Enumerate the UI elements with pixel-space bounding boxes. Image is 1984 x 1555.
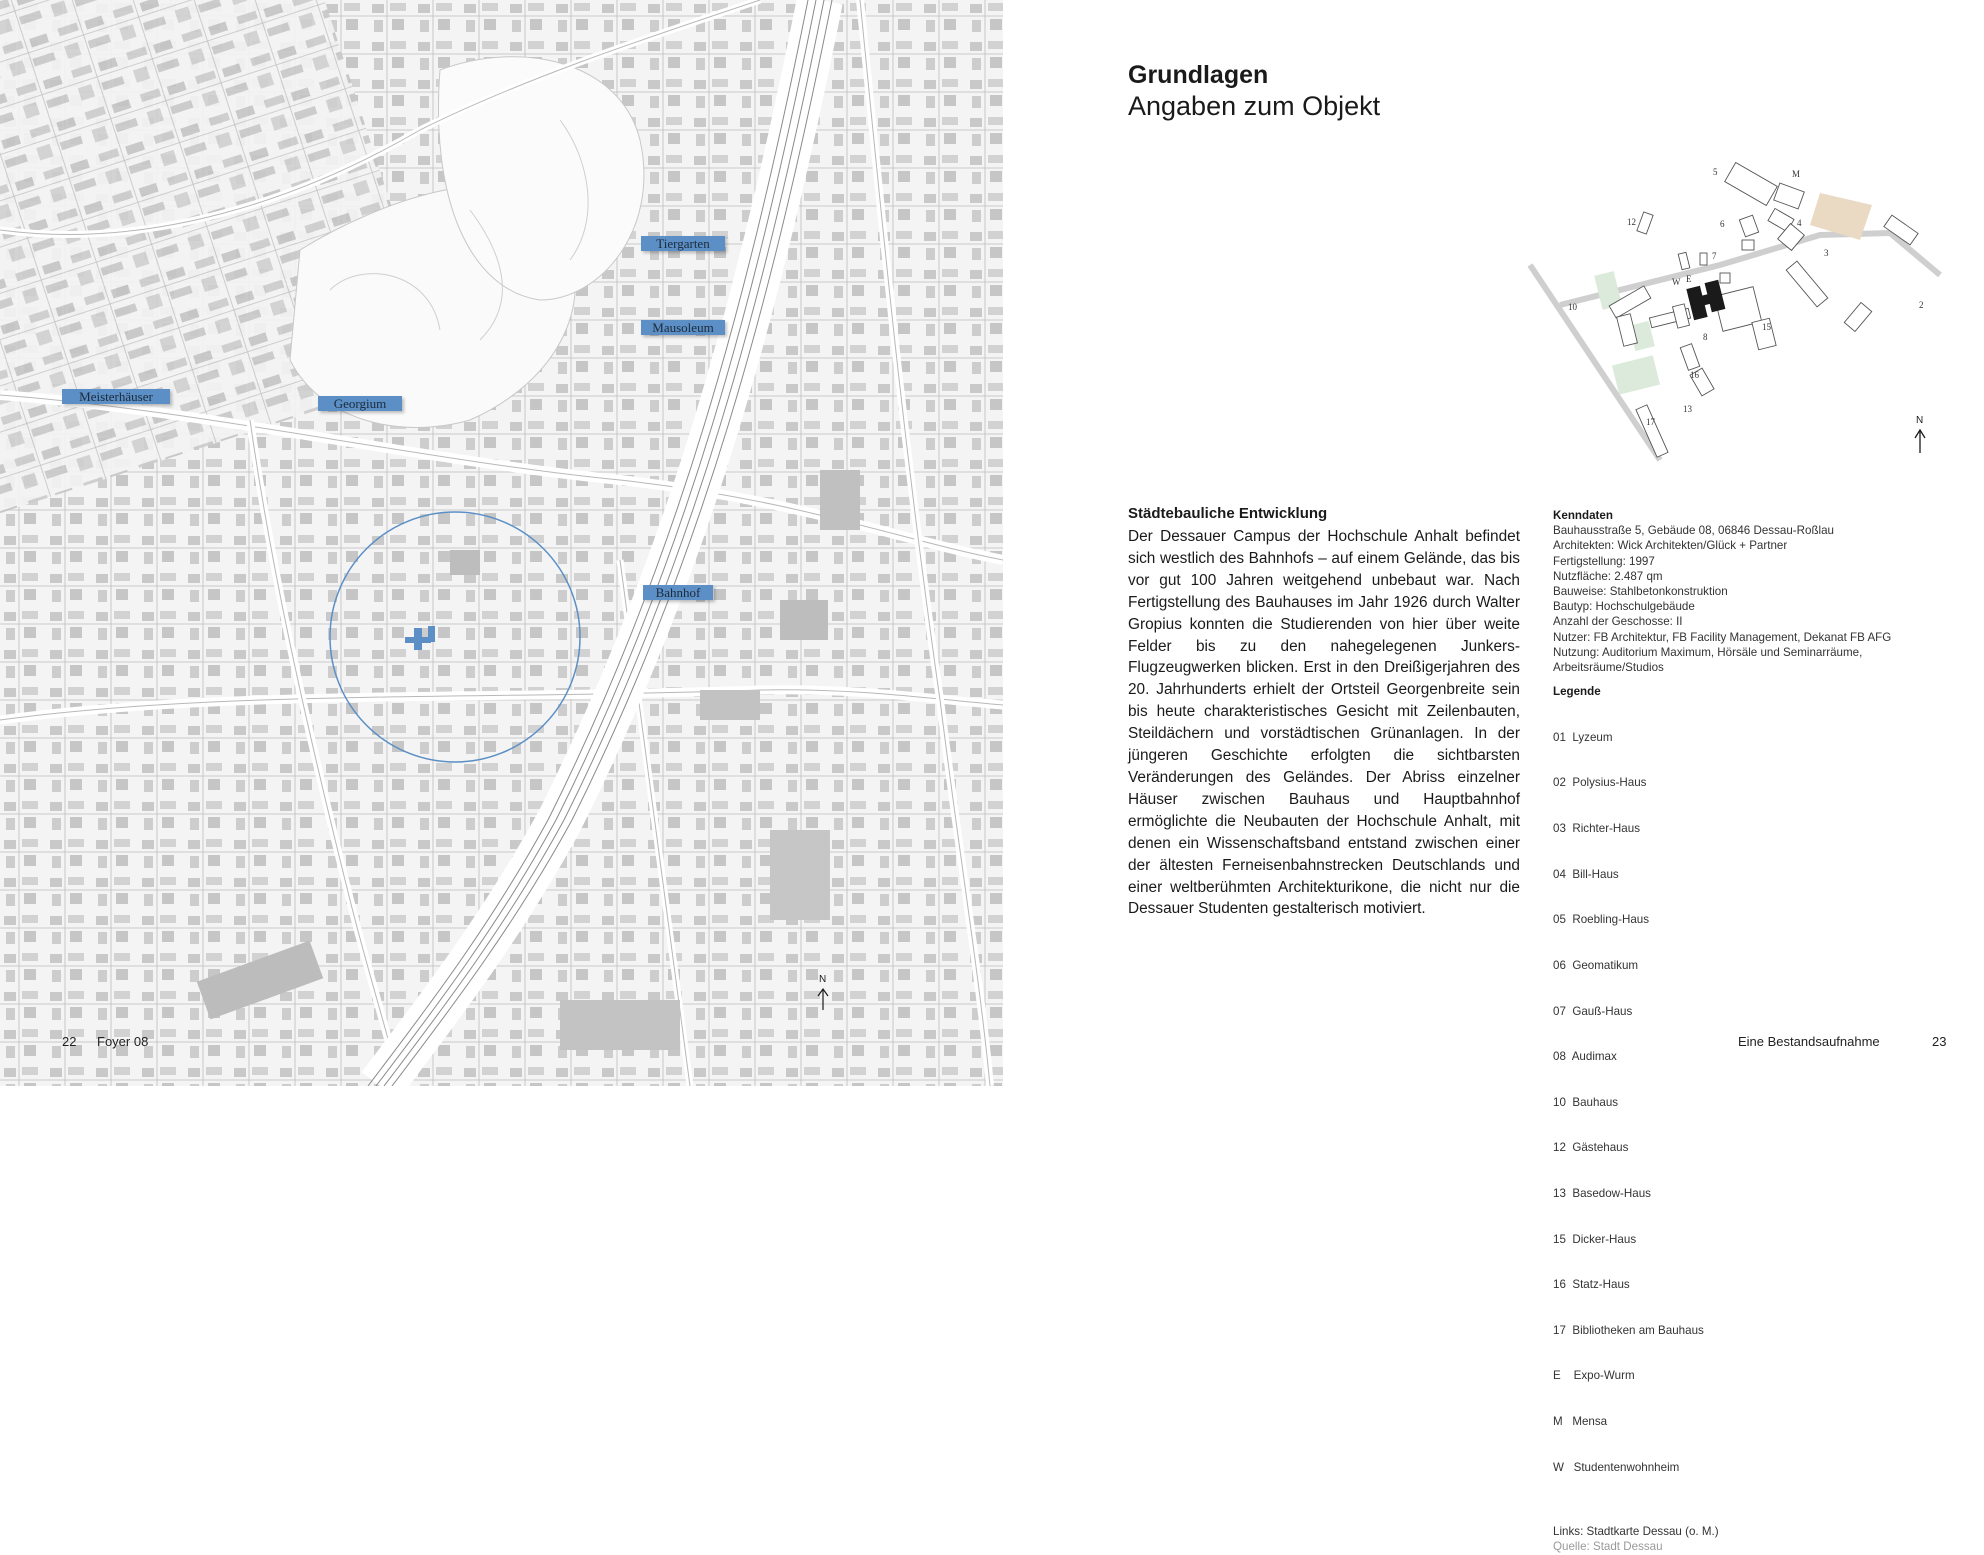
right-page-number: 23 <box>1932 1034 1947 1049</box>
kenndaten-line: Bauhausstraße 5, Gebäude 08, 06846 Dessau-Roßlau <box>1553 524 1835 538</box>
kenndaten-line: Nutzfläche: 2.487 qm <box>1553 569 1663 583</box>
legende-item: 06 Geomatikum <box>1553 958 1639 972</box>
svg-text:W: W <box>1672 277 1681 287</box>
svg-text:5: 5 <box>1713 167 1718 177</box>
svg-text:E: E <box>1686 274 1692 284</box>
city-map-drawing <box>0 0 1003 1086</box>
map-label-meisterhaeuser: Meisterhäuser <box>62 389 170 404</box>
page-subtitle: Angaben zum Objekt <box>1128 91 1381 121</box>
svg-text:4: 4 <box>1797 218 1802 228</box>
legende-item: 08 Audimax <box>1553 1050 1617 1064</box>
legende-item: 15 Dicker-Haus <box>1553 1232 1637 1246</box>
left-running-head: Foyer 08 <box>97 1034 149 1049</box>
svg-text:7: 7 <box>1712 251 1717 261</box>
map-caption: Links: Stadtkarte Dessau (o. M.) <box>1553 1525 1719 1539</box>
kenndaten-line: Arbeitsräume/Studios <box>1553 661 1664 675</box>
map-label-georgium: Georgium <box>318 396 402 411</box>
kenndaten-line: Nutzer: FB Architektur, FB Facility Management, Dekanat FB AFG <box>1553 630 1892 644</box>
article-text: Der Dessauer Campus der Hochschule Anhalt befindet sich westlich des Bahnhofs – auf einem Gelände, das bis vor gut 100 Jahren weitgehend unbebaut war. Nach Fertigstellung des Bauhauses im Jahr 1926 durch Walter Gropius konnten die Studierenden von hier über weite Felder bis zu den nahegelegenen Junkers-Flugzeugwerken blicken. Erst in den Dreißigerjahren des 20. Jahrhunderts erhielt der Ortsteil Georgenbreite sein bis heute charakteristisches Gesicht mit Zeilenbauten, Steildächern und vorstädtischen Grünanlagen. In der jüngeren Geschichte erfolgten die sichtbarsten Veränderungen des Geländes. Der Abriss einzelner Häuser zwischen Bauhaus und Hauptbahnhof ermöglichte die Neubauten der Hochschule Anhalt, mit denen ein Wissenschaftsband entstand zwischen einer der ältesten Ferneisenbahnstrecken Deutschlands und einer weltberühmten Architekturikone, die nicht nur die Dessauer Studenten gestalterisch motiviert. <box>1128 528 1520 918</box>
map-north-label: N <box>819 974 827 985</box>
right-running-head: Eine Bestandsaufnahme <box>1738 1034 1880 1049</box>
site-plan-north-arrow-icon <box>1915 430 1925 453</box>
kenndaten-line: Architekten: Wick Architekten/Glück + Partner <box>1553 539 1788 553</box>
map-label-bahnhof: Bahnhof <box>643 585 713 600</box>
svg-text:8: 8 <box>1703 332 1708 342</box>
map-label-mausoleum: Mausoleum <box>641 320 725 335</box>
svg-text:10: 10 <box>1568 302 1577 312</box>
svg-text:16: 16 <box>1690 370 1699 380</box>
legende-list <box>1553 699 1953 1505</box>
legende-heading: Legende <box>1553 685 1601 699</box>
article <box>1128 504 1520 920</box>
kenndaten-line: Fertigstellung: 1997 <box>1553 554 1655 568</box>
campus-site-plan <box>1520 155 1960 475</box>
svg-text:M: M <box>1792 169 1801 179</box>
svg-text:12: 12 <box>1627 217 1636 227</box>
city-map <box>0 0 1003 1086</box>
article-heading: Städtebauliche Entwicklung <box>1128 505 1328 522</box>
legende-item: 07 Gauß-Haus <box>1553 1004 1633 1018</box>
svg-text:17: 17 <box>1646 417 1655 427</box>
svg-text:13: 13 <box>1683 404 1692 414</box>
legende-item: M Mensa <box>1553 1414 1608 1428</box>
map-source: Quelle: Stadt Dessau <box>1553 1540 1663 1554</box>
kenndaten-line: Bautyp: Hochschulgebäude <box>1553 600 1695 614</box>
kenndaten-line: Nutzung: Auditorium Maximum, Hörsäle und Seminarräume, <box>1553 645 1863 659</box>
legende-item: 02 Polysius-Haus <box>1553 776 1647 790</box>
left-page-number: 22 <box>62 1034 77 1049</box>
legende-item: 01 Lyzeum <box>1553 730 1613 744</box>
legende-item: 05 Roebling-Haus <box>1553 913 1650 927</box>
kenndaten-heading: Kenndaten <box>1553 509 1613 522</box>
legende-item: 03 Richter-Haus <box>1553 822 1640 836</box>
svg-text:2: 2 <box>1919 300 1924 310</box>
legende-item: 04 Bill-Haus <box>1553 867 1619 881</box>
map-label-tiergarten: Tiergarten <box>641 236 725 251</box>
kenndaten-line: Anzahl der Geschosse: II <box>1553 615 1683 629</box>
kenndaten-list <box>1553 523 1953 675</box>
legende-item: W Studentenwohnheim <box>1553 1460 1680 1474</box>
legende-item: 10 Bauhaus <box>1553 1095 1619 1109</box>
svg-text:6: 6 <box>1720 219 1725 229</box>
fact-sidebar <box>1553 508 1953 1555</box>
site-plan-north-label: N <box>1916 415 1924 426</box>
page-title: Grundlagen <box>1128 61 1269 89</box>
legende-item: 17 Bibliotheken am Bauhaus <box>1553 1323 1704 1337</box>
legende-item: 12 Gästehaus <box>1553 1141 1629 1155</box>
svg-text:15: 15 <box>1762 322 1771 332</box>
legende-item: 16 Statz-Haus <box>1553 1278 1630 1292</box>
legende-item: E Expo-Wurm <box>1553 1369 1635 1383</box>
svg-text:3: 3 <box>1824 248 1829 258</box>
kenndaten-line: Bauweise: Stahlbetonkonstruktion <box>1553 585 1728 599</box>
legende-item: 13 Basedow-Haus <box>1553 1186 1651 1200</box>
